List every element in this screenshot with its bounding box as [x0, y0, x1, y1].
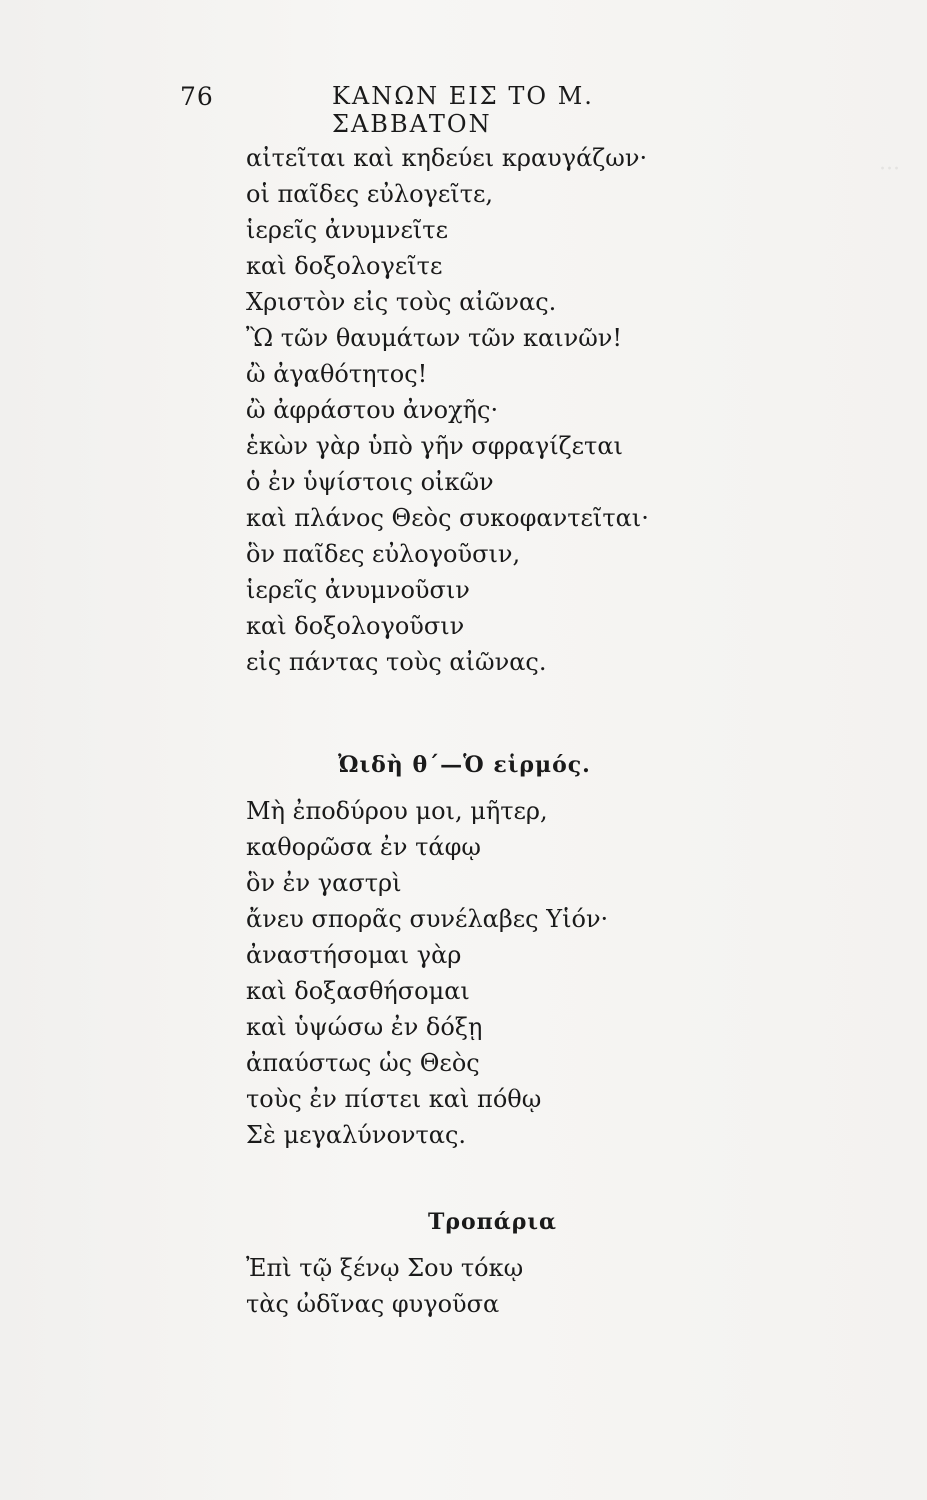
verse-line: Ὢ τῶν θαυμάτων τῶν καινῶν!: [246, 324, 623, 352]
verse-block-2: [246, 793, 608, 1153]
verse-line: Χριστὸν εἰς τοὺς αἰῶνας.: [246, 288, 557, 316]
verse-line: ὁ ἐν ὑψίστοις οἰκῶν: [246, 468, 494, 496]
verse-block-3: [246, 1250, 523, 1322]
page-header: [180, 82, 760, 138]
verse-line: ἀπαύστως ὡς Θεὸς: [246, 1049, 480, 1077]
section-heading-troparia: Τροπάρια: [428, 1209, 557, 1235]
verse-line: Σὲ μεγαλύνοντας.: [246, 1121, 467, 1149]
verse-line: καὶ δοξασθήσομαι: [246, 977, 470, 1005]
verse-line: ἱερεῖς ἀνυμνοῦσιν: [246, 576, 470, 604]
verse-line: Μὴ ἐποδύρου μοι, μῆτερ,: [246, 797, 548, 825]
bleed-through-text: ···: [879, 157, 900, 182]
verse-line: ἱερεῖς ἀνυμνεῖτε: [246, 216, 448, 244]
verse-line: τοὺς ἐν πίστει καὶ πόθῳ: [246, 1085, 542, 1113]
verse-line: ὢ ἀγαθότητος!: [246, 360, 428, 388]
verse-line: εἰς πάντας τοὺς αἰῶνας.: [246, 648, 547, 676]
verse-line: ἄνευ σπορᾶς συνέλαβες Υἱόν·: [246, 905, 609, 933]
verse-line: ὢ ἀφράστου ἀνοχῆς·: [246, 396, 499, 424]
verse-block-1: [246, 140, 649, 680]
verse-line: καὶ δοξολογεῖτε: [246, 252, 443, 280]
running-title: ΚΑΝΩΝ ΕΙΣ ΤΟ Μ. ΣΑΒΒΑΤΟΝ: [332, 82, 594, 138]
verse-line: ἑκὼν γὰρ ὑπὸ γῆν σφραγίζεται: [246, 432, 623, 460]
verse-line: ὃν παῖδες εὐλογοῦσιν,: [246, 540, 521, 568]
verse-line: καὶ ὑψώσω ἐν δόξῃ: [246, 1013, 483, 1041]
verse-line: τὰς ὠδῖνας φυγοῦσα: [246, 1290, 500, 1318]
verse-line: καθορῶσα ἐν τάφῳ: [246, 833, 481, 861]
section-heading-ode: Ὠιδὴ θ΄—Ὁ εἱρμός.: [338, 752, 591, 778]
verse-line: ὃν ἐν γαστρὶ: [246, 869, 402, 897]
verse-line: καὶ δοξολογοῦσιν: [246, 612, 465, 640]
verse-line: Ἐπὶ τῷ ξένῳ Σου τόκῳ: [246, 1254, 524, 1282]
verse-line: ἀναστήσομαι γὰρ: [246, 941, 462, 969]
verse-line: οἱ παῖδες εὐλογεῖτε,: [246, 180, 494, 208]
verse-line: καὶ πλάνος Θεὸς συκοφαντεῖται·: [246, 504, 649, 532]
page-number: 76: [180, 82, 214, 111]
verse-line: αἰτεῖται καὶ κηδεύει κραυγάζων·: [246, 144, 648, 172]
